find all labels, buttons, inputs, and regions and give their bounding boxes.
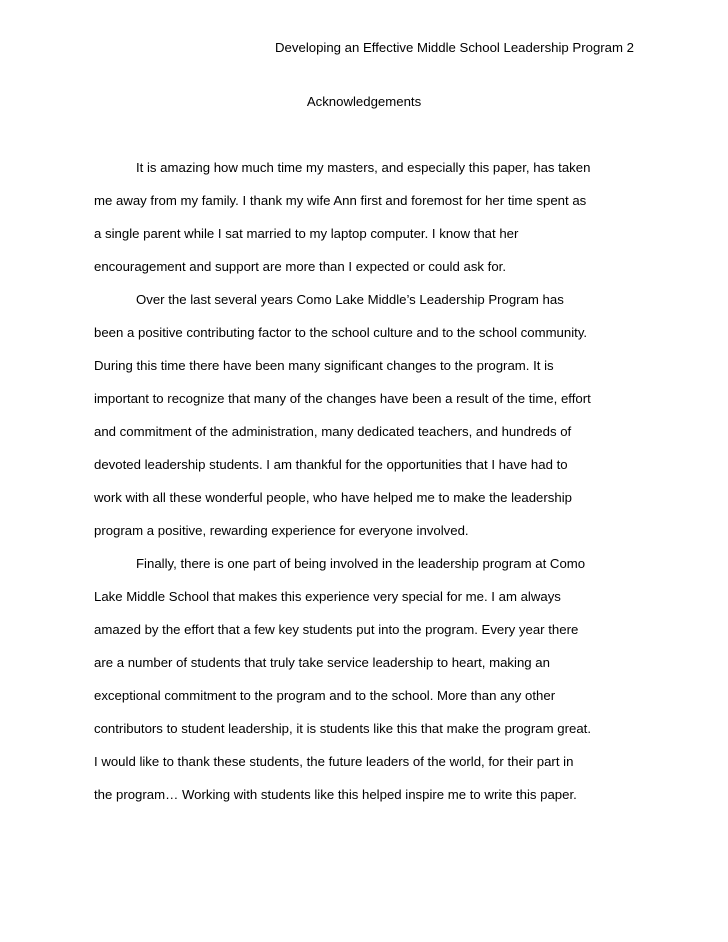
paragraph-3-line-3: amazed by the effort that a few key students put into the program. Every year there <box>94 622 579 637</box>
paragraph-1-line-4: encouragement and support are more than I expected or could ask for. <box>94 259 506 274</box>
paragraph-2-line-5: and commitment of the administration, many dedicated teachers, and hundreds of <box>94 424 572 439</box>
paragraph-2-line-7: work with all these wonderful people, who have helped me to make the leadership <box>94 490 572 505</box>
paragraph-2-line-1: Over the last several years Como Lake Middle’s Leadership Program has <box>136 292 564 307</box>
paragraph-3-line-2: Lake Middle School that makes this experience very special for me. I am always <box>94 589 561 604</box>
running-head: Developing an Effective Middle School Leadership Program 2 <box>275 40 634 55</box>
page-title: Acknowledgements <box>306 94 422 109</box>
paragraph-2-line-3: During this time there have been many significant changes to the program. It is <box>94 358 554 373</box>
paragraph-1-line-1: It is amazing how much time my masters, and especially this paper, has taken <box>136 160 591 175</box>
paragraph-3-line-4: are a number of students that truly take service leadership to heart, making an <box>94 655 550 670</box>
paragraph-2-line-8: program a positive, rewarding experience for everyone involved. <box>94 523 469 538</box>
paragraph-3-line-6: contributors to student leadership, it is students like this that make the program great. <box>94 721 591 736</box>
paragraph-3-line-7: I would like to thank these students, the future leaders of the world, for their part in <box>94 754 574 769</box>
paragraph-1-line-2: me away from my family. I thank my wife Ann first and foremost for her time spent as <box>94 193 587 208</box>
paragraph-2-line-4: important to recognize that many of the changes have been a result of the time, effort <box>94 391 591 406</box>
paragraph-2-line-2: been a positive contributing factor to the school culture and to the school community. <box>94 325 588 340</box>
paragraph-3-line-5: exceptional commitment to the program and to the school. More than any other <box>94 688 556 703</box>
paragraph-1-line-3: a single parent while I sat married to my laptop computer. I know that her <box>94 226 519 241</box>
paragraph-3-line-8: the program… Working with students like this helped inspire me to write this paper. <box>94 787 577 802</box>
paragraph-3-line-1: Finally, there is one part of being involved in the leadership program at Como <box>136 556 586 571</box>
paragraph-2-line-6: devoted leadership students. I am thankful for the opportunities that I have had to <box>94 457 568 472</box>
